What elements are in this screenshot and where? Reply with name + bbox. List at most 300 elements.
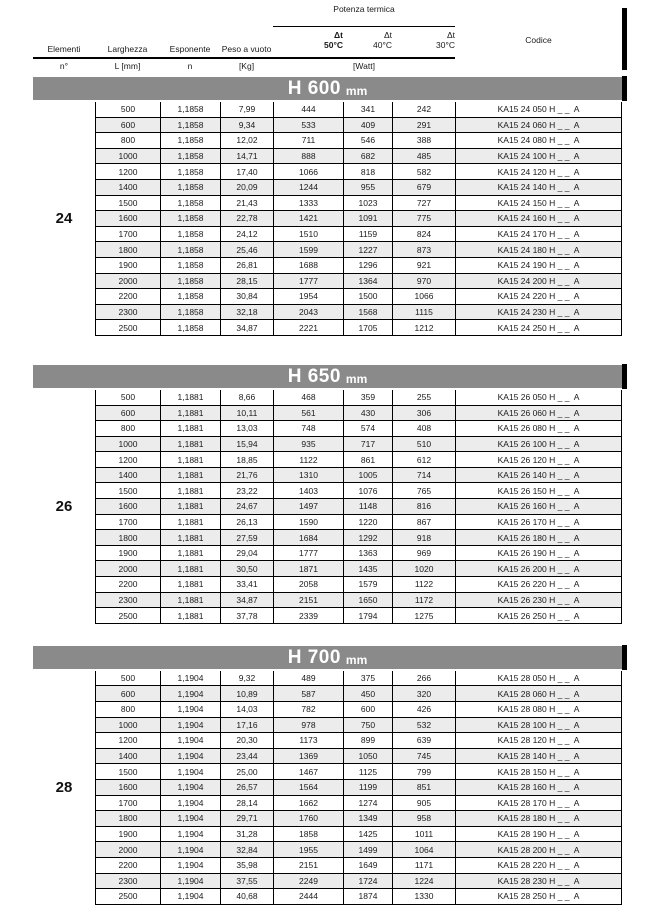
code-cell: KA15 24 160 H _ _ A — [455, 211, 622, 227]
exponent-cell: 1,1858 — [160, 133, 220, 149]
band-title: H 600 — [287, 78, 341, 99]
weight-cell: 14,71 — [220, 149, 273, 165]
width-cell: 1600 — [95, 499, 160, 515]
watt30-cell: 727 — [392, 196, 455, 212]
watt50-cell: 1564 — [273, 780, 343, 796]
exponent-cell: 1,1881 — [160, 577, 220, 593]
watt40-cell: 430 — [343, 406, 392, 422]
weight-cell: 28,15 — [220, 274, 273, 290]
weight-cell: 32,84 — [220, 842, 273, 858]
watt50-cell: 2249 — [273, 874, 343, 890]
width-cell: 1500 — [95, 196, 160, 212]
code-cell: KA15 26 250 H _ _ A — [455, 608, 622, 624]
watt40-cell: 899 — [343, 733, 392, 749]
weight-cell: 29,71 — [220, 811, 273, 827]
code-cell: KA15 26 220 H _ _ A — [455, 577, 622, 593]
watt30-cell: 970 — [392, 274, 455, 290]
code-cell: KA15 26 150 H _ _ A — [455, 483, 622, 499]
watt50-cell: 1590 — [273, 515, 343, 531]
watt50-cell: 1954 — [273, 289, 343, 305]
code-cell: KA15 28 200 H _ _ A — [455, 842, 622, 858]
watt50-cell: 1403 — [273, 483, 343, 499]
watt50-cell: 1688 — [273, 258, 343, 274]
watt30-cell: 1275 — [392, 608, 455, 624]
weight-cell: 12,02 — [220, 133, 273, 149]
width-cell: 2000 — [95, 561, 160, 577]
exponent-cell: 1,1904 — [160, 780, 220, 796]
watt40-cell: 1363 — [343, 546, 392, 562]
code-cell: KA15 24 060 H _ _ A — [455, 118, 622, 134]
weight-cell: 30,84 — [220, 289, 273, 305]
code-cell: KA15 26 050 H _ _ A — [455, 390, 622, 406]
code-cell: KA15 26 180 H _ _ A — [455, 530, 622, 546]
watt50-cell: 1662 — [273, 796, 343, 812]
width-cell: 1700 — [95, 796, 160, 812]
watt40-cell: 600 — [343, 702, 392, 718]
watt50-cell: 1333 — [273, 196, 343, 212]
code-cell: KA15 26 060 H _ _ A — [455, 406, 622, 422]
exponent-cell: 1,1904 — [160, 671, 220, 687]
col-header-dt40: Δt 40°C — [343, 27, 392, 59]
exponent-cell: 1,1858 — [160, 211, 220, 227]
weight-cell: 33,41 — [220, 577, 273, 593]
exponent-cell: 1,1881 — [160, 437, 220, 453]
section-band — [33, 365, 622, 388]
col-header-larghezza: Larghezza — [95, 27, 160, 59]
watt30-cell: 1172 — [392, 593, 455, 609]
section-band — [33, 77, 622, 100]
weight-cell: 40,68 — [220, 889, 273, 905]
exponent-cell: 1,1858 — [160, 164, 220, 180]
exponent-cell: 1,1858 — [160, 118, 220, 134]
watt40-cell: 1349 — [343, 811, 392, 827]
watt50-cell: 888 — [273, 149, 343, 165]
watt50-cell: 489 — [273, 671, 343, 687]
watt40-cell: 1220 — [343, 515, 392, 531]
section-grid — [33, 671, 622, 905]
width-cell: 1800 — [95, 242, 160, 258]
width-cell: 1400 — [95, 749, 160, 765]
watt40-cell: 818 — [343, 164, 392, 180]
watt30-cell: 851 — [392, 780, 455, 796]
weight-cell: 28,14 — [220, 796, 273, 812]
col-header-peso-a-vuoto: Peso a vuoto — [220, 27, 273, 59]
width-cell: 2300 — [95, 593, 160, 609]
weight-cell: 20,30 — [220, 733, 273, 749]
watt50-cell: 1173 — [273, 733, 343, 749]
code-cell: KA15 24 170 H _ _ A — [455, 227, 622, 243]
exponent-cell: 1,1904 — [160, 718, 220, 734]
exponent-cell: 1,1904 — [160, 889, 220, 905]
watt30-cell: 1122 — [392, 577, 455, 593]
width-cell: 600 — [95, 406, 160, 422]
width-cell: 2000 — [95, 842, 160, 858]
watt40-cell: 341 — [343, 102, 392, 118]
exponent-cell: 1,1858 — [160, 305, 220, 321]
watt50-cell: 748 — [273, 421, 343, 437]
watt50-cell: 1310 — [273, 468, 343, 484]
weight-cell: 35,98 — [220, 858, 273, 874]
weight-cell: 8,66 — [220, 390, 273, 406]
watt50-cell: 782 — [273, 702, 343, 718]
exponent-cell: 1,1881 — [160, 390, 220, 406]
watt30-cell: 921 — [392, 258, 455, 274]
width-cell: 1700 — [95, 227, 160, 243]
watt50-cell: 1599 — [273, 242, 343, 258]
code-cell: KA15 24 250 H _ _ A — [455, 320, 622, 336]
page-edge-bar — [622, 645, 627, 670]
exponent-cell: 1,1858 — [160, 320, 220, 336]
exponent-cell: 1,1904 — [160, 733, 220, 749]
col-header-dt50: Δt 50°C — [273, 27, 343, 59]
width-cell: 800 — [95, 421, 160, 437]
weight-cell: 26,57 — [220, 780, 273, 796]
watt40-cell: 1076 — [343, 483, 392, 499]
width-cell: 1500 — [95, 483, 160, 499]
watt30-cell: 1066 — [392, 289, 455, 305]
watt50-cell: 1510 — [273, 227, 343, 243]
code-cell: KA15 28 190 H _ _ A — [455, 827, 622, 843]
code-cell: KA15 24 190 H _ _ A — [455, 258, 622, 274]
exponent-cell: 1,1858 — [160, 258, 220, 274]
width-cell: 2000 — [95, 274, 160, 290]
watt30-cell: 582 — [392, 164, 455, 180]
width-cell: 1200 — [95, 164, 160, 180]
code-cell: KA15 28 080 H _ _ A — [455, 702, 622, 718]
watt30-cell: 388 — [392, 133, 455, 149]
width-cell: 500 — [95, 671, 160, 687]
watt30-cell: 1212 — [392, 320, 455, 336]
code-cell: KA15 24 120 H _ _ A — [455, 164, 622, 180]
exponent-cell: 1,1904 — [160, 842, 220, 858]
watt40-cell: 1227 — [343, 242, 392, 258]
exponent-cell: 1,1904 — [160, 796, 220, 812]
weight-cell: 10,11 — [220, 406, 273, 422]
watt40-cell: 574 — [343, 421, 392, 437]
watt30-cell: 816 — [392, 499, 455, 515]
width-cell: 2300 — [95, 305, 160, 321]
watt50-cell: 711 — [273, 133, 343, 149]
weight-cell: 25,46 — [220, 242, 273, 258]
watt50-cell: 587 — [273, 686, 343, 702]
width-cell: 1700 — [95, 515, 160, 531]
width-cell: 2500 — [95, 320, 160, 336]
subheader-watt: [Watt] — [353, 61, 375, 72]
width-cell: 600 — [95, 118, 160, 134]
watt30-cell: 639 — [392, 733, 455, 749]
weight-cell: 22,78 — [220, 211, 273, 227]
watt50-cell: 1858 — [273, 827, 343, 843]
exponent-cell: 1,1858 — [160, 227, 220, 243]
watt40-cell: 409 — [343, 118, 392, 134]
watt40-cell: 1435 — [343, 561, 392, 577]
weight-cell: 37,55 — [220, 874, 273, 890]
watt30-cell: 958 — [392, 811, 455, 827]
watt50-cell: 1122 — [273, 452, 343, 468]
watt40-cell: 1724 — [343, 874, 392, 890]
watt50-cell: 1467 — [273, 764, 343, 780]
watt40-cell: 1148 — [343, 499, 392, 515]
watt40-cell: 1274 — [343, 796, 392, 812]
exponent-cell: 1,1858 — [160, 102, 220, 118]
watt30-cell: 242 — [392, 102, 455, 118]
weight-cell: 23,44 — [220, 749, 273, 765]
weight-cell: 24,67 — [220, 499, 273, 515]
exponent-cell: 1,1858 — [160, 196, 220, 212]
width-cell: 500 — [95, 390, 160, 406]
code-cell: KA15 24 230 H _ _ A — [455, 305, 622, 321]
watt50-cell: 1066 — [273, 164, 343, 180]
exponent-cell: 1,1858 — [160, 180, 220, 196]
watt40-cell: 1649 — [343, 858, 392, 874]
weight-cell: 17,40 — [220, 164, 273, 180]
code-cell: KA15 26 120 H _ _ A — [455, 452, 622, 468]
watt40-cell: 359 — [343, 390, 392, 406]
watt30-cell: 745 — [392, 749, 455, 765]
code-cell: KA15 24 080 H _ _ A — [455, 133, 622, 149]
exponent-cell: 1,1881 — [160, 421, 220, 437]
band-unit: mm — [345, 371, 368, 386]
watt40-cell: 546 — [343, 133, 392, 149]
watt30-cell: 714 — [392, 468, 455, 484]
code-cell: KA15 28 140 H _ _ A — [455, 749, 622, 765]
watt40-cell: 955 — [343, 180, 392, 196]
watt30-cell: 320 — [392, 686, 455, 702]
code-cell: KA15 28 150 H _ _ A — [455, 764, 622, 780]
watt50-cell: 1760 — [273, 811, 343, 827]
width-cell: 1200 — [95, 733, 160, 749]
exponent-cell: 1,1904 — [160, 827, 220, 843]
watt40-cell: 750 — [343, 718, 392, 734]
weight-cell: 24,12 — [220, 227, 273, 243]
watt40-cell: 1125 — [343, 764, 392, 780]
exponent-cell: 1,1858 — [160, 149, 220, 165]
width-cell: 1400 — [95, 468, 160, 484]
watt40-cell: 1874 — [343, 889, 392, 905]
code-cell: KA15 28 120 H _ _ A — [455, 733, 622, 749]
code-cell: KA15 24 140 H _ _ A — [455, 180, 622, 196]
exponent-cell: 1,1904 — [160, 749, 220, 765]
watt40-cell: 375 — [343, 671, 392, 687]
watt50-cell: 1244 — [273, 180, 343, 196]
exponent-cell: 1,1904 — [160, 858, 220, 874]
watt40-cell: 1499 — [343, 842, 392, 858]
watt40-cell: 1705 — [343, 320, 392, 336]
weight-cell: 27,59 — [220, 530, 273, 546]
watt50-cell: 1955 — [273, 842, 343, 858]
exponent-cell: 1,1881 — [160, 515, 220, 531]
code-cell: KA15 26 170 H _ _ A — [455, 515, 622, 531]
watt30-cell: 485 — [392, 149, 455, 165]
code-cell: KA15 24 150 H _ _ A — [455, 196, 622, 212]
weight-cell: 26,13 — [220, 515, 273, 531]
exponent-cell: 1,1881 — [160, 452, 220, 468]
watt30-cell: 291 — [392, 118, 455, 134]
watt40-cell: 1364 — [343, 274, 392, 290]
exponent-cell: 1,1881 — [160, 406, 220, 422]
exponent-cell: 1,1858 — [160, 242, 220, 258]
exponent-cell: 1,1904 — [160, 874, 220, 890]
watt30-cell: 1011 — [392, 827, 455, 843]
watt50-cell: 561 — [273, 406, 343, 422]
code-cell: KA15 28 170 H _ _ A — [455, 796, 622, 812]
weight-cell: 31,28 — [220, 827, 273, 843]
weight-cell: 10,89 — [220, 686, 273, 702]
watt40-cell: 1568 — [343, 305, 392, 321]
code-cell: KA15 28 050 H _ _ A — [455, 671, 622, 687]
watt30-cell: 799 — [392, 764, 455, 780]
weight-cell: 14,03 — [220, 702, 273, 718]
watt50-cell: 2444 — [273, 889, 343, 905]
code-cell: KA15 24 200 H _ _ A — [455, 274, 622, 290]
width-cell: 800 — [95, 133, 160, 149]
code-cell: KA15 24 050 H _ _ A — [455, 102, 622, 118]
weight-cell: 20,09 — [220, 180, 273, 196]
weight-cell: 29,04 — [220, 546, 273, 562]
weight-cell: 21,43 — [220, 196, 273, 212]
page-edge-bar — [622, 76, 627, 101]
watt30-cell: 612 — [392, 452, 455, 468]
elements-count: 26 — [55, 498, 73, 516]
weight-cell: 32,18 — [220, 305, 273, 321]
page-edge-bar — [622, 8, 627, 70]
height-section — [33, 77, 622, 336]
page-edge-bar — [622, 364, 627, 389]
watt50-cell: 1421 — [273, 211, 343, 227]
code-cell: KA15 26 190 H _ _ A — [455, 546, 622, 562]
exponent-cell: 1,1881 — [160, 608, 220, 624]
width-cell: 1800 — [95, 530, 160, 546]
col-header-dt30: Δt 30°C — [392, 27, 455, 59]
code-cell: KA15 26 080 H _ _ A — [455, 421, 622, 437]
col-header-esponente: Esponente — [160, 27, 220, 59]
code-cell: KA15 26 160 H _ _ A — [455, 499, 622, 515]
watt50-cell: 2151 — [273, 858, 343, 874]
band-unit: mm — [345, 84, 368, 98]
weight-cell: 26,81 — [220, 258, 273, 274]
col-header-elementi: Elementi — [33, 27, 95, 59]
watt40-cell: 682 — [343, 149, 392, 165]
weight-cell: 23,22 — [220, 483, 273, 499]
weight-cell: 17,16 — [220, 718, 273, 734]
exponent-cell: 1,1881 — [160, 561, 220, 577]
code-cell: KA15 26 200 H _ _ A — [455, 561, 622, 577]
width-cell: 2200 — [95, 289, 160, 305]
weight-cell: 21,76 — [220, 468, 273, 484]
watt50-cell: 978 — [273, 718, 343, 734]
weight-cell: 7,99 — [220, 102, 273, 118]
exponent-cell: 1,1881 — [160, 499, 220, 515]
watt50-cell: 2043 — [273, 305, 343, 321]
section-grid — [33, 390, 622, 624]
table-header — [33, 5, 622, 77]
watt40-cell: 1023 — [343, 196, 392, 212]
watt50-cell: 533 — [273, 118, 343, 134]
width-cell: 2500 — [95, 608, 160, 624]
code-cell: KA15 28 160 H _ _ A — [455, 780, 622, 796]
watt40-cell: 1500 — [343, 289, 392, 305]
watt30-cell: 306 — [392, 406, 455, 422]
width-cell: 1600 — [95, 211, 160, 227]
width-cell: 1000 — [95, 149, 160, 165]
weight-cell: 30,50 — [220, 561, 273, 577]
watt30-cell: 426 — [392, 702, 455, 718]
height-section — [33, 365, 622, 624]
band-title: H 700 — [287, 646, 341, 668]
watt50-cell: 935 — [273, 437, 343, 453]
watt40-cell: 1425 — [343, 827, 392, 843]
watt40-cell: 1650 — [343, 593, 392, 609]
watt30-cell: 765 — [392, 483, 455, 499]
subheader-l-mm: L [mm] — [114, 61, 141, 72]
exponent-cell: 1,1858 — [160, 274, 220, 290]
width-cell: 2300 — [95, 874, 160, 890]
width-cell: 1800 — [95, 811, 160, 827]
height-section — [33, 646, 622, 905]
watt30-cell: 510 — [392, 437, 455, 453]
width-cell: 2200 — [95, 858, 160, 874]
watt50-cell: 2151 — [273, 593, 343, 609]
watt40-cell: 1296 — [343, 258, 392, 274]
code-cell: KA15 24 180 H _ _ A — [455, 242, 622, 258]
watt40-cell: 1005 — [343, 468, 392, 484]
watt30-cell: 532 — [392, 718, 455, 734]
code-cell: KA15 24 220 H _ _ A — [455, 289, 622, 305]
code-cell: KA15 28 100 H _ _ A — [455, 718, 622, 734]
width-cell: 2200 — [95, 577, 160, 593]
band-title: H 650 — [287, 365, 341, 387]
watt30-cell: 905 — [392, 796, 455, 812]
col-header-codice: Codice — [525, 35, 552, 46]
exponent-cell: 1,1904 — [160, 764, 220, 780]
watt40-cell: 1159 — [343, 227, 392, 243]
weight-cell: 37,78 — [220, 608, 273, 624]
section-band — [33, 646, 622, 669]
band-unit: mm — [345, 652, 368, 667]
exponent-cell: 1,1881 — [160, 468, 220, 484]
exponent-cell: 1,1904 — [160, 702, 220, 718]
width-cell: 1900 — [95, 546, 160, 562]
watt30-cell: 775 — [392, 211, 455, 227]
width-cell: 1600 — [95, 780, 160, 796]
watt30-cell: 824 — [392, 227, 455, 243]
watt30-cell: 1224 — [392, 874, 455, 890]
watt50-cell: 444 — [273, 102, 343, 118]
watt50-cell: 2221 — [273, 320, 343, 336]
watt40-cell: 1091 — [343, 211, 392, 227]
code-cell: KA15 28 180 H _ _ A — [455, 811, 622, 827]
watt30-cell: 867 — [392, 515, 455, 531]
watt40-cell: 1199 — [343, 780, 392, 796]
exponent-cell: 1,1904 — [160, 811, 220, 827]
width-cell: 1000 — [95, 718, 160, 734]
watt40-cell: 1292 — [343, 530, 392, 546]
watt30-cell: 255 — [392, 390, 455, 406]
watt30-cell: 1020 — [392, 561, 455, 577]
weight-cell: 25,00 — [220, 764, 273, 780]
subheader-kg: [Kg] — [238, 61, 255, 72]
width-cell: 1500 — [95, 764, 160, 780]
watt30-cell: 266 — [392, 671, 455, 687]
width-cell: 800 — [95, 702, 160, 718]
watt50-cell: 1497 — [273, 499, 343, 515]
code-cell: KA15 26 230 H _ _ A — [455, 593, 622, 609]
watt40-cell: 717 — [343, 437, 392, 453]
section-grid — [33, 102, 622, 336]
elements-count: 28 — [55, 779, 73, 797]
weight-cell: 34,87 — [220, 320, 273, 336]
code-cell: KA15 24 100 H _ _ A — [455, 149, 622, 165]
